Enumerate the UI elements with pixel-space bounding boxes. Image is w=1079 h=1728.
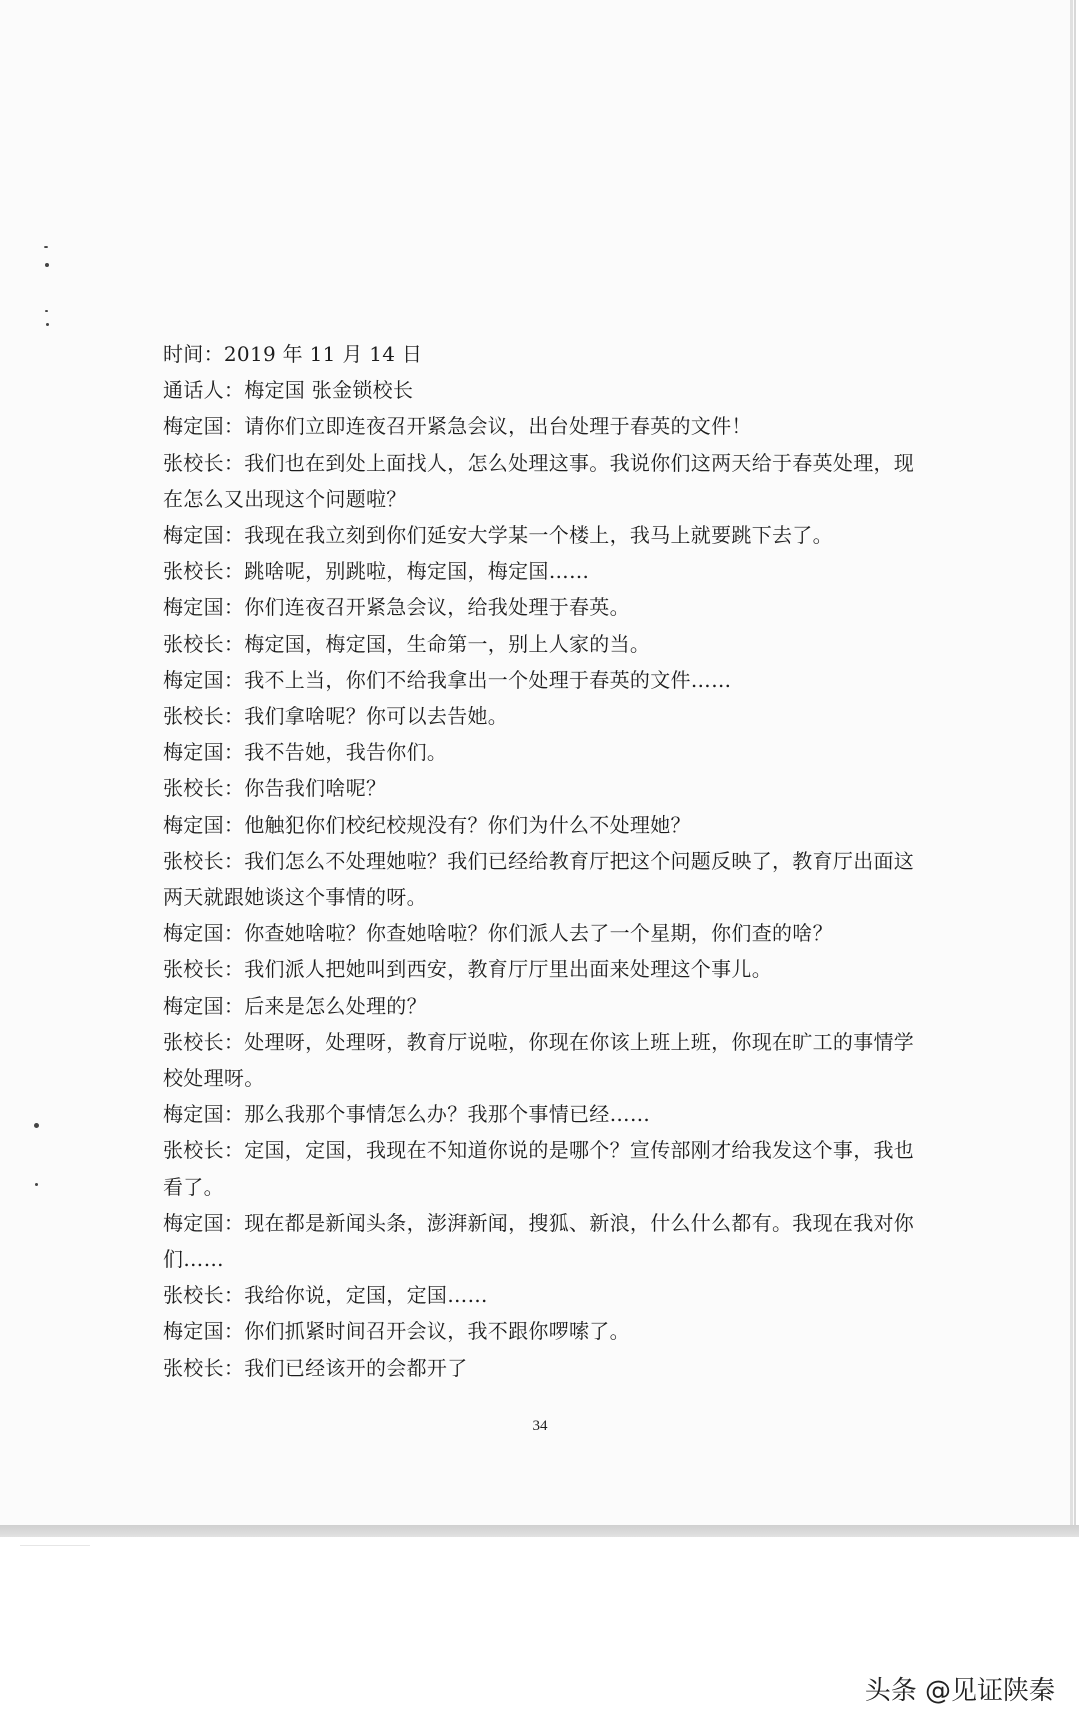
dialogue-line [163, 553, 923, 589]
scan-speck [46, 323, 49, 326]
speaker-label: 梅定国： [163, 993, 245, 1018]
dialogue-text: 你查她啥啦？你查她啥啦？你们派人去了一个星期，你们查的啥？ [244, 921, 833, 946]
speaker-label: 张校长： [163, 957, 245, 982]
dialogue-text: 那么我那个事情怎么办？我那个事情已经…… [244, 1102, 651, 1127]
speaker-label: 张校长： [163, 1283, 245, 1308]
dialogue-line [163, 589, 923, 625]
dialogue-text: 我们已经该开的会都开了 [244, 1355, 468, 1380]
speaker-label: 张校长： [163, 559, 245, 584]
speaker-label: 梅定国： [163, 414, 245, 439]
scan-speck [34, 1123, 39, 1128]
speaker-label: 张校长： [163, 1138, 245, 1163]
dialogue-line [163, 1350, 923, 1386]
dialogue-text: 你们连夜召开紧急会议，给我处理于春英。 [244, 595, 630, 620]
dialogue-text: 定国，定国，我现在不知道你说的是哪个？宣传部刚才给我发这个事，我也看了。 [163, 1138, 915, 1199]
dialogue-line [163, 698, 923, 734]
speaker-label: 梅定国： [163, 523, 245, 548]
dialogue-line [163, 1132, 923, 1204]
speaker-label: 张校长： [163, 848, 245, 873]
call-time: 时间：2019 年 11 月 14 日 [163, 342, 423, 366]
dialogue-text: 他触犯你们校纪校规没有？你们为什么不处理她？ [244, 812, 691, 837]
dialogue-line [163, 843, 923, 915]
dialogue-line [163, 445, 923, 517]
dialogue-line [163, 408, 923, 444]
speaker-label: 张校长： [163, 1355, 245, 1380]
dialogue-text: 我不上当，你们不给我拿出一个处理于春英的文件…… [244, 667, 732, 692]
dialogue-line [163, 770, 923, 806]
dialogue-text: 处理呀，处理呀，教育厅说啦，你现在你该上班上班，你现在旷工的事情学校处理呀。 [163, 1029, 915, 1091]
dialogue-text: 请你们立即连夜召开紧急会议，出台处理于春英的文件！ [244, 414, 752, 439]
speaker-label: 梅定国： [163, 1102, 245, 1127]
speaker-label: 张校长： [163, 1029, 245, 1054]
speaker-label: 张校长： [163, 776, 245, 801]
scan-speck [45, 310, 48, 312]
dialogue-text: 你告我们啥呢？ [244, 776, 387, 801]
call-participants: 通话人：梅定国 张金锁校长 [163, 378, 414, 403]
dialogue-line [163, 915, 923, 951]
dialogue-text: 我现在我立刻到你们延安大学某一个楼上，我马上就要跳下去了。 [244, 523, 833, 548]
watermark: 头条 @见证陕秦 [864, 1676, 1055, 1706]
dialogue-line [163, 1205, 923, 1277]
dialogue-text: 我们拿啥呢？你可以去告她。 [244, 704, 509, 729]
scan-speck [45, 263, 49, 267]
dialogue-line [163, 1096, 923, 1132]
dialogue-text: 跳啥呢，别跳啦，梅定国，梅定国…… [244, 559, 590, 584]
dialogue-text: 我们也在到处上面找人，怎么处理这事。我说你们这两天给于春英处理，现在怎么又出现这个问题啦？ [163, 450, 915, 511]
dialogue-text: 梅定国，梅定国，生命第一，别上人家的当。 [244, 631, 651, 656]
speaker-label: 梅定国： [163, 1210, 245, 1235]
dialogue-text: 你们抓紧时间召开会议，我不跟你啰嗦了。 [244, 1319, 630, 1344]
scan-edge-line [1070, 0, 1073, 1525]
dialogue-text: 我不告她，我告你们。 [244, 740, 448, 765]
dialogue-line [163, 662, 923, 698]
dialogue-text: 我给你说，定国，定国…… [244, 1283, 488, 1308]
dialogue-text: 我们派人把她叫到西安，教育厅厅里出面来处理这个事儿。 [244, 957, 773, 982]
speaker-label: 张校长： [163, 631, 245, 656]
speaker-label: 张校长： [163, 450, 245, 475]
scan-speck [35, 1183, 38, 1186]
speaker-label: 梅定国： [163, 1319, 245, 1344]
next-page-mark [20, 1545, 90, 1546]
dialogue-line [163, 1313, 923, 1349]
speaker-label: 梅定国： [163, 740, 245, 765]
speaker-label: 梅定国： [163, 812, 245, 837]
dialogue-line [163, 734, 923, 770]
dialogue-text: 后来是怎么处理的？ [244, 993, 427, 1018]
speaker-label: 梅定国： [163, 667, 245, 692]
page-number: 34 [532, 1418, 548, 1434]
dialogue-text: 我们怎么不处理她啦？我们已经给教育厅把这个问题反映了，教育厅出面这两天就跟她谈这个事情的呀。 [163, 848, 915, 910]
dialogue-line [163, 988, 923, 1024]
dialogue-line [163, 951, 923, 987]
dialogue-text: 现在都是新闻头条，澎湃新闻，搜狐、新浪，什么什么都有。我现在我对你们…… [163, 1210, 915, 1272]
dialogue-line [163, 1024, 923, 1096]
transcript-body [163, 336, 923, 1386]
dialogue-line [163, 807, 923, 843]
dialogue-line [163, 626, 923, 662]
speaker-label: 梅定国： [163, 921, 245, 946]
dialogue-list [163, 408, 923, 1385]
dialogue-line [163, 1277, 923, 1313]
dialogue-line [163, 517, 923, 553]
scan-bottom-edge [0, 1525, 1079, 1537]
speaker-label: 梅定国： [163, 595, 245, 620]
speaker-label: 张校长： [163, 704, 245, 729]
scan-speck [44, 246, 48, 248]
